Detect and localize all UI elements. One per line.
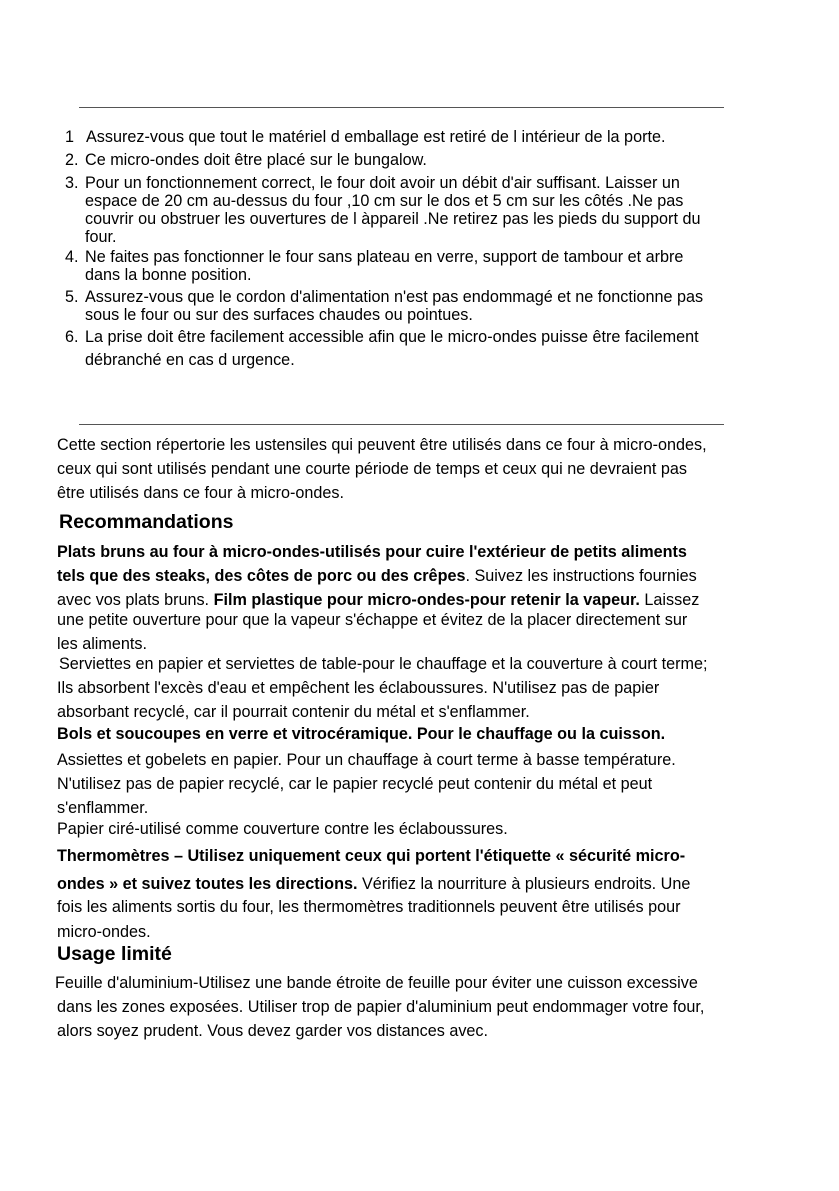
intro-line: Cette section répertorie les ustensiles qui peuvent être utilisés dans ce four à micro-ondes, [57, 436, 707, 454]
list-text: Assurez-vous que tout le matériel d emballage est retiré de l intérieur de la porte. [86, 128, 666, 146]
paragraph-line: N'utilisez pas de papier recyclé, car le papier recyclé peut contenir du métal et peut [57, 775, 653, 793]
paragraph-line: Assiettes et gobelets en papier. Pour un chauffage à court terme à basse température. [57, 751, 676, 769]
paragraph-line: Papier ciré-utilisé comme couverture contre les éclaboussures. [57, 820, 508, 838]
bold-text: Bols et soucoupes en verre et vitrocéramique. Pour le chauffage ou la cuisson. [57, 725, 666, 743]
list-text: débranché en cas d urgence. [85, 351, 295, 369]
bold-text: Thermomètres – Utilisez uniquement ceux qui portent l'étiquette « sécurité micro- [57, 847, 686, 865]
paragraph-line: Feuille d'aluminium-Utilisez une bande étroite de feuille pour éviter une cuisson excessive [55, 974, 698, 992]
paragraph-line: dans les zones exposées. Utiliser trop de papier d'aluminium peut endommager votre four, [57, 998, 705, 1016]
normal-text: avec vos plats bruns. [57, 591, 214, 609]
paragraph-line: Serviettes en papier et serviettes de table-pour le chauffage et la couverture à court terme; [59, 655, 708, 673]
list-number: 4. [65, 248, 79, 266]
list-number: 1 [65, 128, 75, 146]
list-text: La prise doit être facilement accessible afin que le micro-ondes puisse être facilement [85, 328, 699, 346]
list-number: 6. [65, 328, 79, 346]
list-text: couvrir ou obstruer les ouvertures de l àppareil .Ne retirez pas les pieds du support du [85, 210, 701, 228]
bold-text: tels que des steaks, des côtes de porc ou des crêpes [57, 567, 466, 585]
normal-text: . Suivez les instructions fournies [465, 567, 697, 585]
paragraph-line: alors soyez prudent. Vous devez garder vos distances avec. [57, 1022, 489, 1040]
paragraph-line: les aliments. [57, 635, 147, 653]
paragraph-line: absorbant recyclé, car il pourrait contenir du métal et s'enflammer. [57, 703, 530, 721]
normal-text: Vérifiez la nourriture à plusieurs endroits. Une [357, 875, 691, 893]
section-divider-top [79, 107, 724, 108]
paragraph-line [57, 722, 665, 746]
bold-text: Film plastique pour micro-ondes-pour retenir la vapeur. [213, 591, 640, 609]
list-text: dans la bonne position. [85, 266, 252, 284]
recommandations-heading: Recommandations [59, 511, 234, 533]
intro-line: être utilisés dans ce four à micro-ondes. [57, 484, 345, 502]
paragraph-line: une petite ouverture pour que la vapeur s'échappe et évitez de la placer directement sur [57, 611, 688, 629]
paragraph-line [57, 872, 690, 896]
bold-text: ondes » et suivez toutes les directions. [57, 875, 358, 893]
bold-text: Plats bruns au four à micro-ondes-utilisés pour cuire l'extérieur de petits aliments [57, 543, 687, 561]
paragraph-line [57, 564, 697, 588]
list-text: espace de 20 cm au-dessus du four ,10 cm sur le dos et 5 cm sur les côtés .Ne pas [85, 192, 684, 210]
usage-limite-heading: Usage limité [57, 943, 172, 965]
list-text: Pour un fonctionnement correct, le four doit avoir un débit d'air suffisant. Laisser un [85, 174, 680, 192]
list-text: four. [85, 228, 117, 246]
section-divider-bottom [79, 424, 724, 425]
paragraph-line: s'enflammer. [57, 799, 149, 817]
paragraph-line [57, 844, 685, 868]
list-text: Assurez-vous que le cordon d'alimentation n'est pas endommagé et ne fonctionne pas [85, 288, 704, 306]
intro-line: ceux qui sont utilisés pendant une courte période de temps et ceux qui ne devraient pas [57, 460, 687, 478]
list-text: Ce micro-ondes doit être placé sur le bungalow. [85, 151, 427, 169]
list-number: 5. [65, 288, 79, 306]
paragraph-line [57, 540, 687, 564]
paragraph-line: Ils absorbent l'excès d'eau et empêchent les éclaboussures. N'utilisez pas de papier [57, 679, 660, 697]
list-number: 3. [65, 174, 79, 192]
paragraph-line: micro-ondes. [57, 923, 151, 941]
paragraph-line: fois les aliments sortis du four, les thermomètres traditionnels peuvent être utilisés pour [57, 898, 681, 916]
list-number: 2. [65, 151, 79, 169]
list-text: sous le four ou sur des surfaces chaudes ou pointues. [85, 306, 473, 324]
normal-text: Laissez [639, 591, 700, 609]
list-text: Ne faites pas fonctionner le four sans plateau en verre, support de tambour et arbre [85, 248, 684, 266]
